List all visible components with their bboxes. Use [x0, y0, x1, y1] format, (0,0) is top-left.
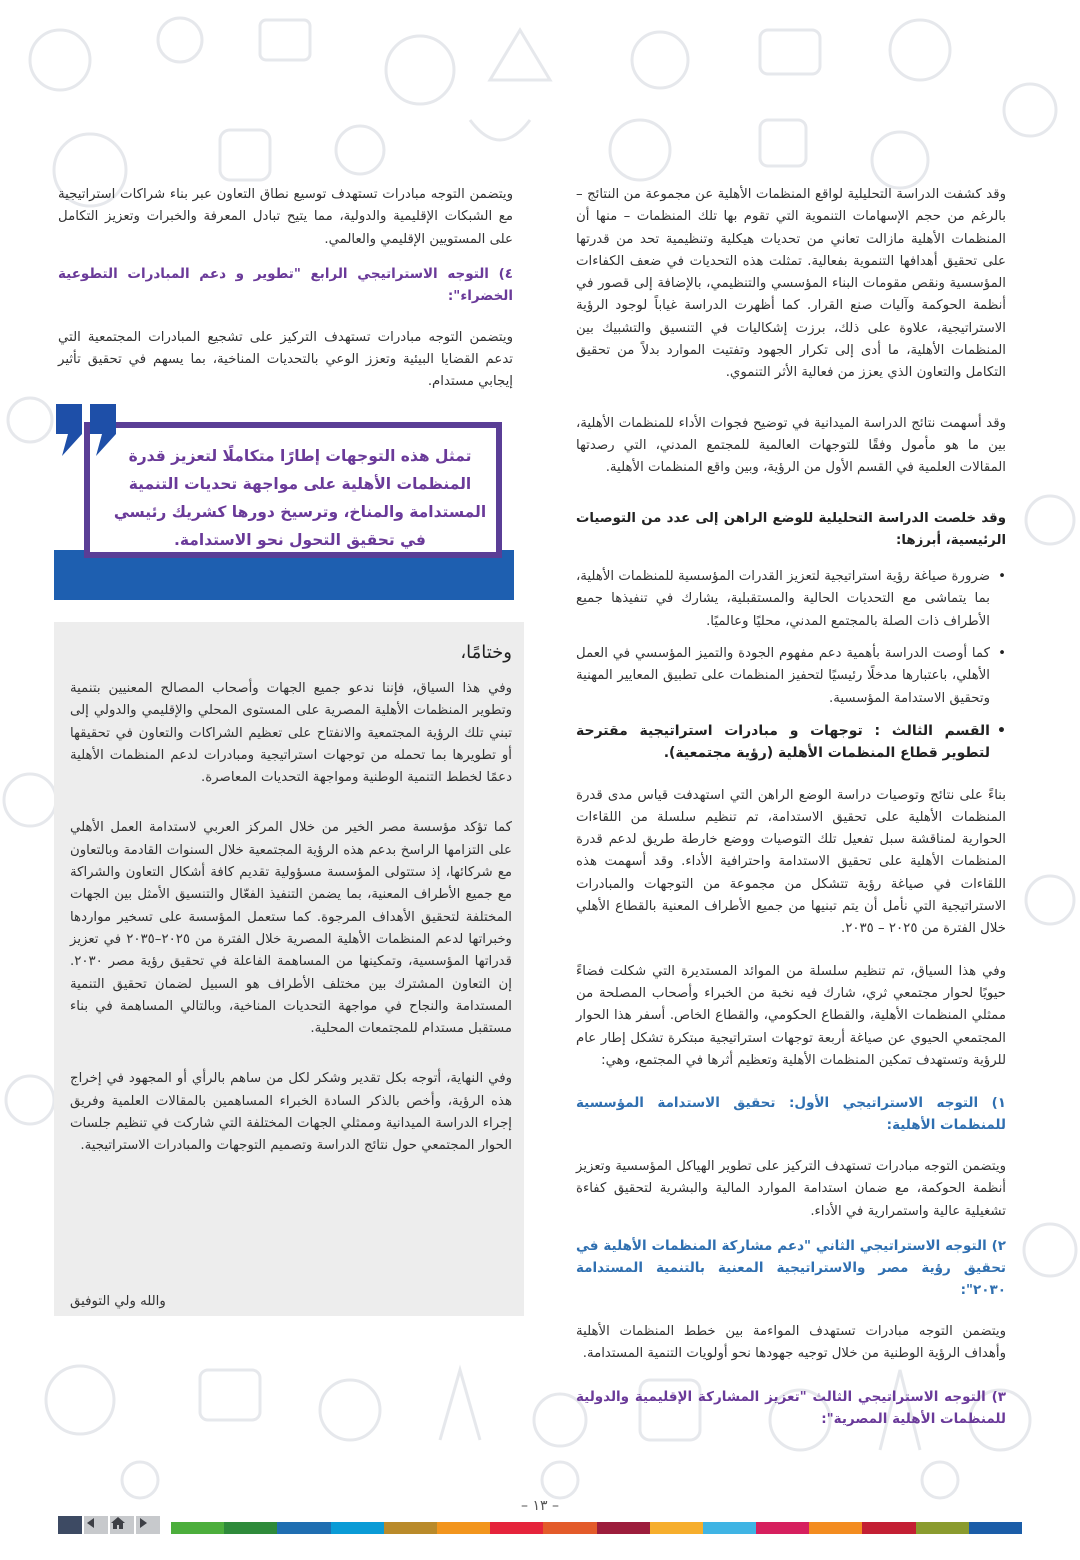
color-segment	[224, 1522, 277, 1534]
quote-mark-icon	[54, 404, 84, 456]
color-segment	[809, 1522, 862, 1534]
recommendations-list	[576, 566, 1006, 764]
round-tables-paragraph: وفي هذا السياق، تم تنظيم سلسلة من الموائد المستديرة التي شكلت فضاءً حيويًا لحوار مجتمعي ثري، شارك فيه نخبة من الخبراء وأصحاب المصلحة من ممثلي المنظمات الأهلية، والقطاع الحكومي، والقطاع الخاص. أسفر هذا الحوار المجتمعي الحيوي عن صياغة أربعة توجهات استراتيجية مبتكرة تشكل إطار عام للرؤية وتستهدف تمكين المنظمات الأهلية وتعظيم أثرها في المجتمع، وهي:	[576, 963, 1006, 1068]
field-study-paragraph: وقد أسهمت نتائج الدراسة الميدانية في توضيح فجوات الأداء للمنظمات الأهلية، بين ما هو مأمول وفقًا للتوجهات العالمية للمجتمع المدني، التي رصدتها المقالات العلمية في القسم الأول من الرؤية، وبين واقع المنظمات الأهلية.	[576, 415, 1006, 476]
direction4-text: ويتضمن التوجه مبادرات تستهدف التركيز على تشجيع المبادرات المجتمعية التي تدعم القضايا البيئية وتعزز الوعي بالتحديات المناخية، بما يسهم في تحقيق تأثير إيجابي مستدام.	[58, 329, 513, 390]
recommendations-heading: وقد خلصت الدراسة التحليلية للوضع الراهن إلى عدد من التوصيات الرئيسية، أبرزها:	[576, 510, 1006, 548]
home-button[interactable]	[110, 1516, 134, 1534]
quote-callout	[54, 404, 514, 600]
nav-block	[58, 1516, 82, 1534]
direction3-heading: ٣) التوجه الاستراتيجي الثالث "تعزيز المشاركة الإقليمية والدولية للمنظمات الأهلية المصرية":	[576, 1388, 1006, 1427]
color-segment	[916, 1522, 969, 1534]
section3-heading: • القسم الثالث : توجهات و مبادرات استراتيجية مقترحة لتطوير قطاع المنظمات الأهلية (رؤية مجتمعية).	[576, 720, 990, 765]
direction3-text: ويتضمن التوجه مبادرات تستهدف توسيع نطاق التعاون عبر بناء شراكات استراتيجية مع الشبكات الإقليمية والدولية، مما يتيح تبادل المعرفة والخبرات وتعزيز التكامل على المستويين الإقليمي والعالمي.	[58, 187, 513, 247]
color-segment	[437, 1522, 490, 1534]
color-segment	[650, 1522, 703, 1534]
color-segment	[703, 1522, 756, 1534]
sdg-color-strip	[171, 1522, 1022, 1534]
closing-content	[70, 640, 512, 1158]
next-page-button[interactable]	[136, 1516, 160, 1534]
color-segment	[171, 1522, 224, 1534]
direction1-text: ويتضمن التوجه مبادرات تستهدف التركيز على تطوير الهياكل المؤسسية وتعزيز أنظمة الحوكمة، مع ضمان استدامة الموارد المالية والبشرية لتحقيق كفاءة تشغيلية عالية واستمرارية في الأداء.	[576, 1159, 1006, 1219]
intro-paragraph: وقد كشفت الدراسة التحليلية لواقع المنظمات الأهلية عن مجموعة من النتائج – بالرغم من حجم الإسهامات التنموية التي تقوم بها تلك المنظمات – منها أن المنظمات الأهلية مازالت تعاني من تحديات هيكلية وتنظيمية تحد من قدرتها على تحقيق أهدافها التنموية بفعالية. تمثلت هذه التحديات في ضعف الكفاءات المؤسسية ونقص مقومات البناء المؤسسي والتنظيمي، بالإضافة إلى قصور في أنظمة الحوكمة وآليات صنع القرار. كما أظهرت الدراسة غياباً لوجود الرؤية الاستراتيجية، علاوة على ذلك، برزت إشكاليات في التنسيق والتشبيك بين المنظمات الأهلية، ما أدى إلى تكرار الجهود وتفتيت الموارد بدلاً من تحقيق التكامل والتعاون الذي يعزز من فعالية الأثر التنموي.	[576, 187, 1006, 381]
color-segment	[862, 1522, 915, 1534]
prev-page-button[interactable]	[84, 1516, 108, 1534]
list-item: • كما أوصت الدراسة بأهمية دعم مفهوم الجودة والتميز المؤسسي في العمل الأهلي، باعتبارها مدخلًا رئيسيًا لتحفيز المنظمات على تطبيق المعايير المهنية وتحقيق الاستدامة المؤسسية.	[576, 643, 990, 710]
color-segment	[331, 1522, 384, 1534]
direction2-text: ويتضمن التوجه مبادرات تستهدف المواءمة بين خطط المنظمات الأهلية وأهداف الرؤية الوطنية من خلال توجيه جهودها نحو أولويات التنمية المستدامة.	[576, 1323, 1006, 1362]
closing-paragraph: وفي هذا السياق، فإننا ندعو جميع الجهات وأصحاب المصالح المعنيين بتنمية وتطوير المنظمات الأهلية المصرية على المستوى المحلي والإقليمي والدولي إلى تبني تلك الرؤية المجتمعية والانفتاح على تعظيم الشراكات والتعاون في تحقيقها أو تطويرها بما تحمله من توجهات استراتيجية ومبادرات لدعم المنظمات الأهلية دعمًا لخطط التنمية الوطنية ومواجهة التحديات المعاصرة.	[70, 681, 512, 786]
color-segment	[277, 1522, 330, 1534]
list-item: • ضرورة صياغة رؤية استراتيجية لتعزيز القدرات المؤسسية للمنظمات الأهلية، بما يتماشى مع التحديات الحالية والمستقبلية، يشارك في تنفيذها جميع الأطراف ذات الصلة بالمجتمع المدني، محليًا وعالميًا.	[576, 566, 990, 633]
color-segment	[756, 1522, 809, 1534]
arrow-right-icon	[136, 1516, 150, 1530]
color-segment	[597, 1522, 650, 1534]
closing-paragraph: وفي النهاية، أتوجه بكل تقدير وشكر لكل من ساهم بالرأي أو المجهود في إخراج هذه الرؤية، وأخص بالذكر السادة الخبراء المساهمين بالمقالات العلمية وفريق إجراء الدراسة الميدانية وممثلي الجهات المختلفة التي شاركت في تنظيم جلسات الحوار المجتمعي حول نتائج الدراسة وتصميم التوجهات والمبادرات الاستراتيجية.	[70, 1071, 512, 1154]
footer-bar	[58, 1516, 1022, 1534]
dialogues-paragraph: بناءً على نتائج وتوصيات دراسة الوضع الراهن التي استهدفت قياس مدى قدرة المنظمات الأهلية على تحقيق الاستدامة، تم تنظيم سلسلة من اللقاءات الحوارية لمناقشة سبل تفعيل تلك التوصيات ووضع خارطة طريق لدعم قدرة المنظمات الأهلية على تحقيق الاستدامة واحترافية الأداء. وقد أسهمت هذه اللقاءات في صياغة رؤية تتشكل من مجموعة من التوجهات والمبادرات الاستراتيجية التي نأمل أن يتم تبنيها من جميع الأطراف المعنية بالقطاع الأهلي خلال الفترة من ٢٠٢٥ – ٢٠٣٥.	[576, 787, 1006, 937]
page-navigation	[58, 1516, 160, 1534]
direction2-heading: ٢) التوجه الاستراتيجي الثاني "دعم مشاركة المنظمات الأهلية في تحقيق رؤية مصر والاستراتيجية المعنية بالتنمية المستدامة ٢٠٣٠":	[576, 1237, 1006, 1298]
color-segment	[543, 1522, 596, 1534]
direction4-heading: ٤) التوجه الاستراتيجي الرابع "تطوير و دعم المبادرات التطوعية الخضراء":	[58, 265, 513, 304]
left-column	[58, 184, 513, 394]
color-segment	[490, 1522, 543, 1534]
signoff: والله ولي التوفيق	[70, 1294, 166, 1309]
right-column	[576, 184, 1006, 1430]
home-icon	[110, 1516, 126, 1530]
closing-paragraph: كما تؤكد مؤسسة مصر الخير من خلال المركز العربي لاستدامة العمل الأهلي على التزامها الراسخ بدعم هذه الرؤية المجتمعية خلال السنوات القادمة وبالتعاون مع شركائها، إذ ستتولى المؤسسة مسؤولية تقديم كافة أشكال التعاون والشراكة مع جميع الأطراف المعنية، بما يضمن التنفيذ الفعّال والتنسيق الأمثل بين الجهات المختلفة لتحقيق الأهداف المرجوة. كما ستعمل المؤسسة على تسخير مواردها وخبراتها لدعم المنظمات الأهلية المصرية خلال الفترة من ٢٠٢٥–٢٠٣٥ في تعزيز قدراتها المؤسسية، وتمكينها من المساهمة الفاعلة في تحقيق رؤية مصر ٢٠٣٠. إن التعاون المشترك بين مختلف الأطراف هو السبيل لضمان تحقيق التنمية المستدامة والنجاح في مواجهة التحديات المناخية، وبالتالي المساهمة في بناء مستقبل مستدام للمجتمعات المحلية.	[70, 820, 512, 1037]
arrow-left-icon	[84, 1516, 98, 1530]
color-segment	[969, 1522, 1022, 1534]
direction1-heading: ١) التوجه الاستراتيجي الأول: تحقيق الاستدامة المؤسسية للمنظمات الأهلية:	[576, 1095, 1006, 1134]
quote-text: تمثل هذه التوجهات إطارًا متكاملًا لتعزيز قدرة المنظمات الأهلية على مواجهة تحديات التنمية المستدامة والمناخ، وترسيخ دورها كشريك رئيسي في تحقيق التحول نحو الاستدامة.	[113, 447, 487, 549]
page-number: – ١٣ –	[521, 1498, 559, 1514]
closing-title: وختامًا،	[460, 642, 512, 663]
color-segment	[384, 1522, 437, 1534]
